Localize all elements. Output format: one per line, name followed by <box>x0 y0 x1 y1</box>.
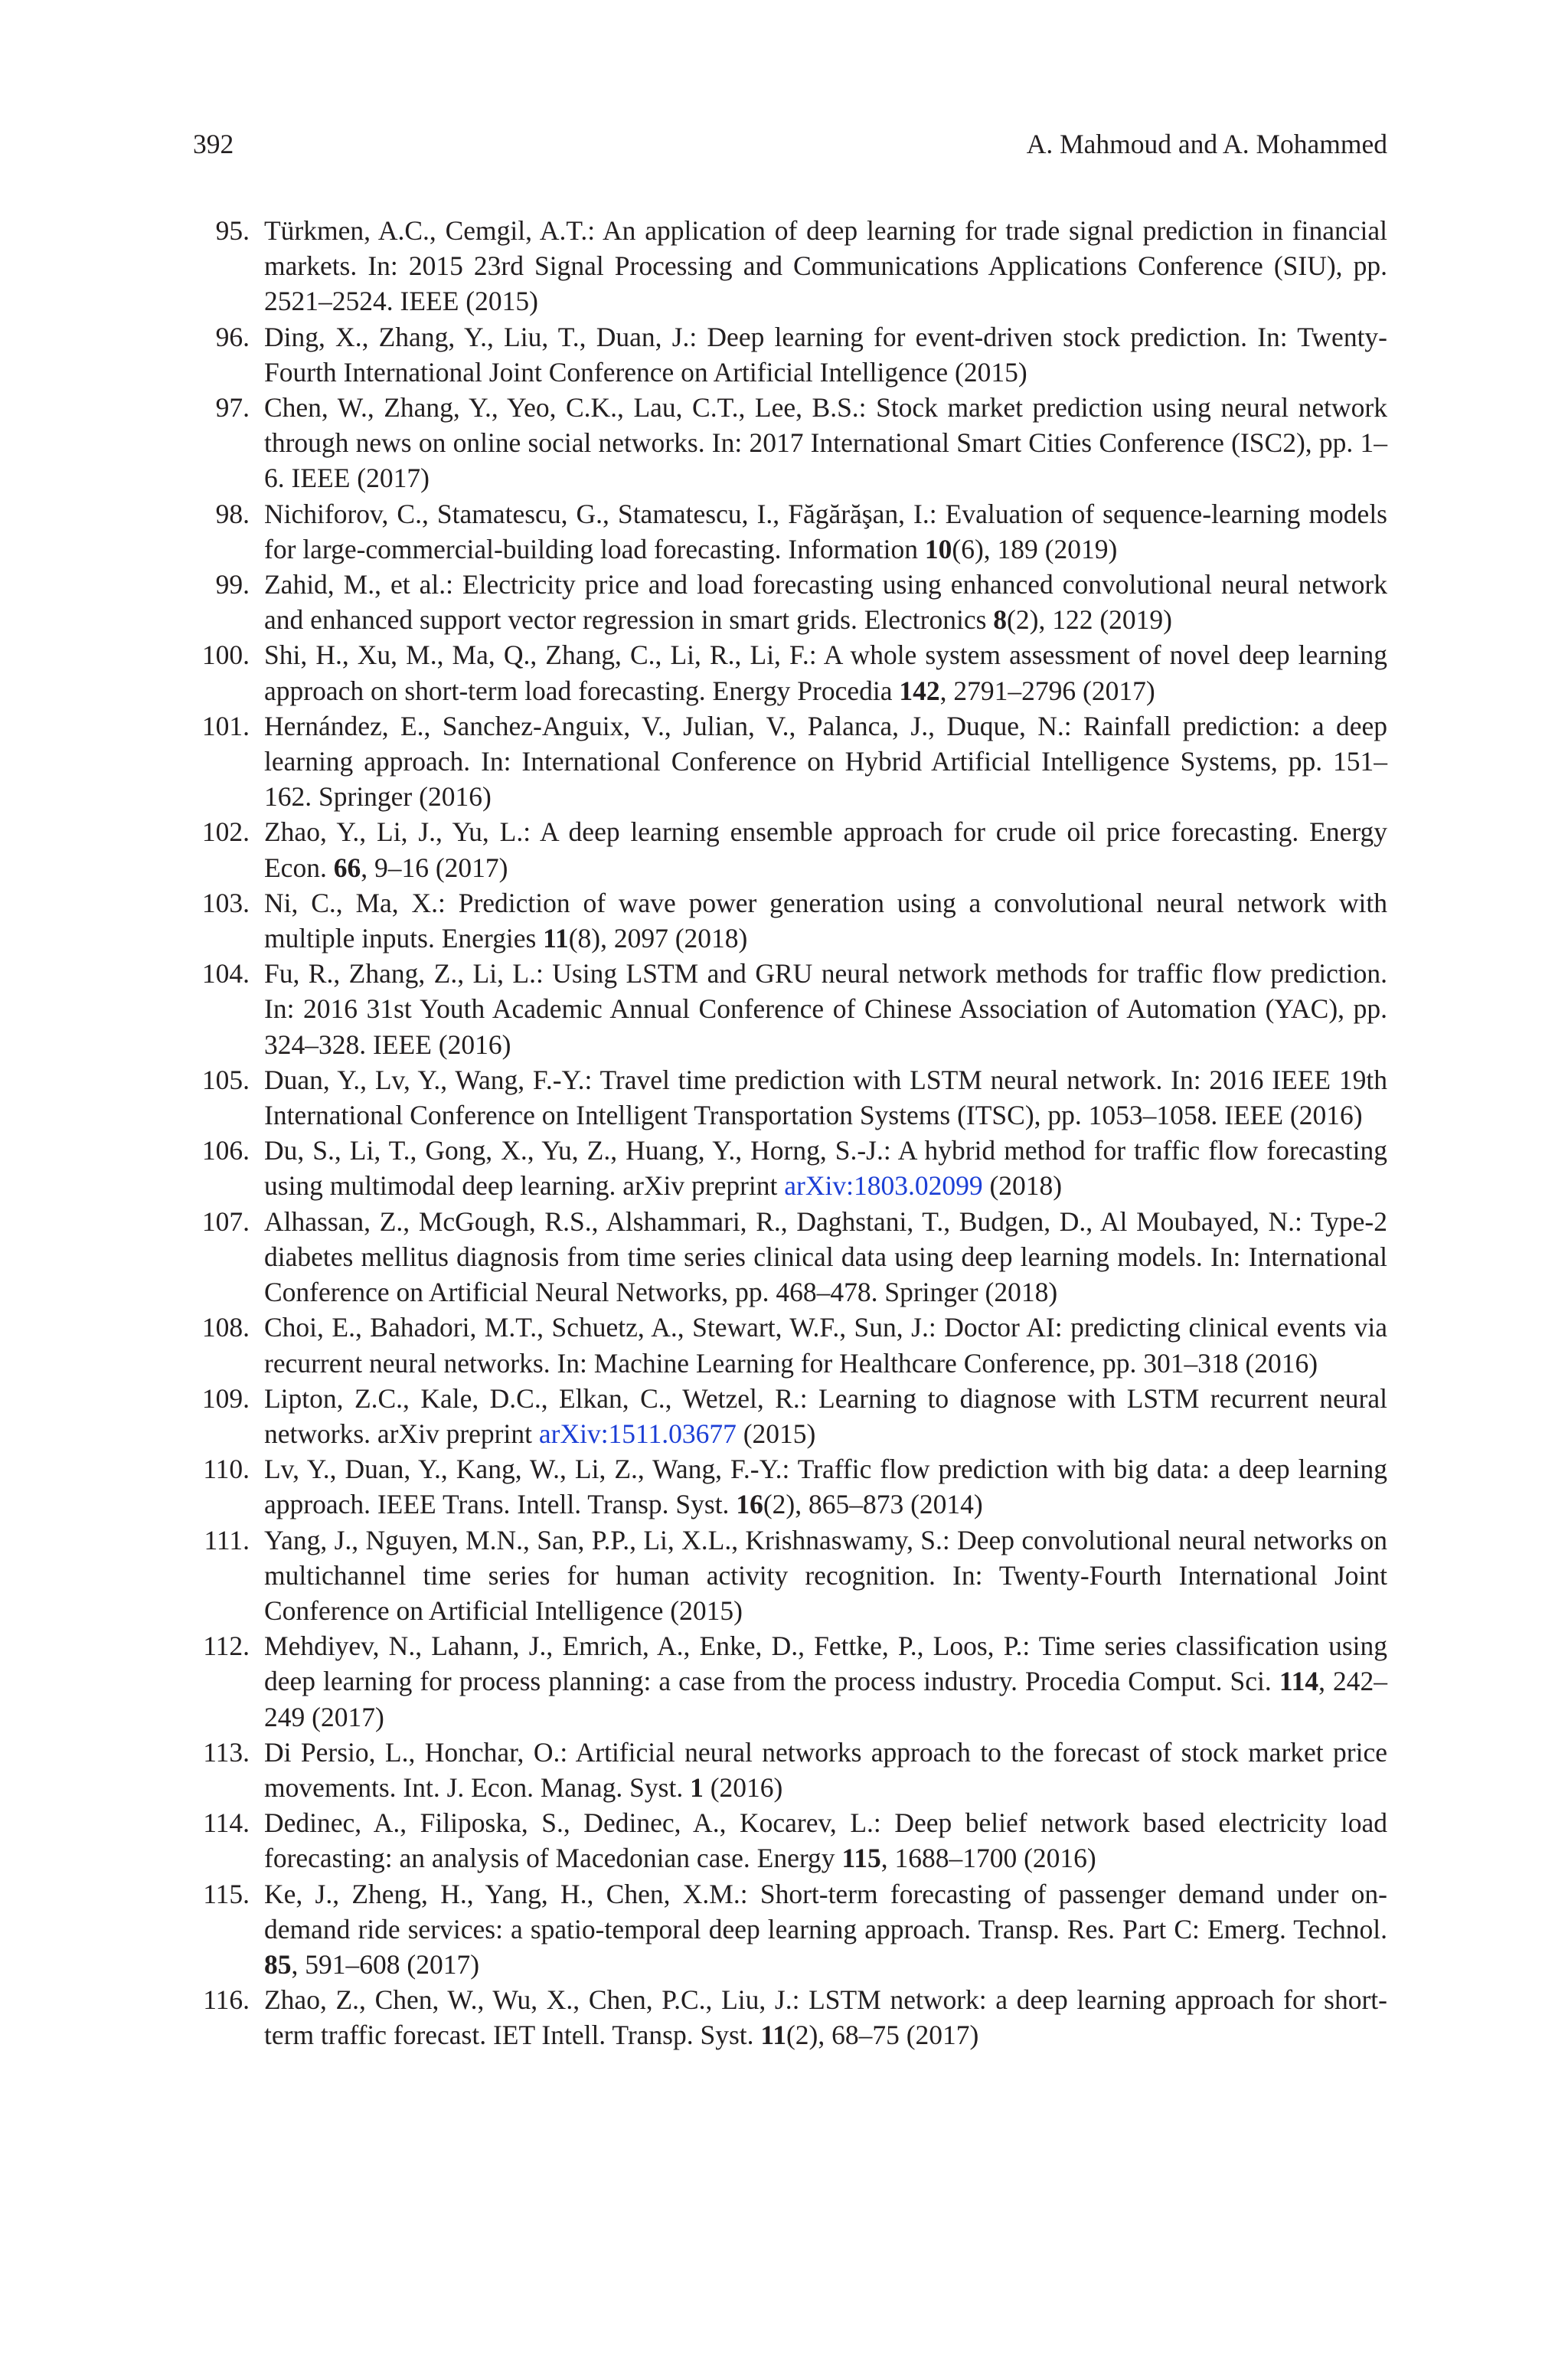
reference-text-segment: , 1688–1700 (2016) <box>880 1843 1096 1874</box>
reference-text-segment: Ke, J., Zheng, H., Yang, H., Chen, X.M.: Short-term forecasting of passenger demand under on-demand ride services: a spatio-temporal deep learning approach. Transp. Res. Part C: Emerg. Technol. <box>264 1878 1387 1945</box>
reference-text <box>264 1204 1387 1310</box>
reference-number: 95. <box>215 215 250 246</box>
reference-text <box>264 1381 1387 1451</box>
reference-number: 112. <box>203 1631 250 1662</box>
reference-number: 97. <box>215 392 250 424</box>
page-header <box>193 126 1387 162</box>
reference-text-segment: , 242–249 (2017) <box>264 1666 1387 1732</box>
reference-text-segment: , 591–608 (2017) <box>291 1948 480 1980</box>
reference-number: 96. <box>215 321 250 352</box>
reference-entry <box>193 1735 1387 1805</box>
reference-entry <box>193 1381 1387 1451</box>
volume-number: 8 <box>993 604 1008 636</box>
reference-text <box>264 319 1387 390</box>
reference-text-segment: Lv, Y., Duan, Y., Kang, W., Li, Z., Wang, F.-Y.: Traffic flow prediction with big data: a deep learning approach. IEEE Trans. Intell. Transp. Syst. <box>264 1454 1387 1520</box>
reference-text-segment: (2), 865–873 (2014) <box>763 1489 983 1520</box>
reference-text <box>264 1735 1387 1805</box>
volume-number: 11 <box>760 2020 786 2051</box>
volume-number: 85 <box>264 1948 292 1980</box>
reference-entry <box>193 1628 1387 1735</box>
reference-text-segment: Duan, Y., Lv, Y., Wang, F.-Y.: Travel time prediction with LSTM neural network. In: 2016 IEEE 19th International Conference on Intelligent Transportation Systems (ITSC), pp. 1053–1058. IEEE (2016) <box>264 1064 1387 1131</box>
reference-number: 111. <box>204 1524 250 1555</box>
reference-entry <box>193 496 1387 567</box>
reference-entry <box>193 885 1387 956</box>
page-number: 392 <box>193 129 234 159</box>
reference-text <box>264 390 1387 496</box>
reference-list <box>193 213 1387 2053</box>
reference-text-segment: Fu, R., Zhang, Z., Li, L.: Using LSTM and GRU neural network methods for traffic flow prediction. In: 2016 31st Youth Academic Annual Conference of Chinese Association of Automation (YAC), pp. 324–328. IEEE (2016) <box>264 958 1387 1060</box>
reference-number: 114. <box>203 1807 250 1839</box>
reference-entry <box>193 1133 1387 1203</box>
arxiv-link[interactable]: arXiv:1803.02099 <box>784 1170 983 1202</box>
reference-text <box>264 885 1387 956</box>
volume-number: 142 <box>899 675 940 706</box>
reference-text-segment: Zahid, M., et al.: Electricity price and load forecasting using enhanced convolutional neural network and enhanced support vector regression in smart grids. Electronics <box>264 569 1387 636</box>
reference-text-segment: (2018) <box>982 1170 1063 1202</box>
arxiv-link[interactable]: arXiv:1511.03677 <box>538 1418 737 1449</box>
reference-text <box>264 708 1387 815</box>
running-head: A. Mahmoud and A. Mohammed <box>1026 129 1387 159</box>
volume-number: 11 <box>543 923 569 954</box>
reference-text-segment: Türkmen, A.C., Cemgil, A.T.: An application of deep learning for trade signal prediction in financial markets. In: 2015 23rd Signal Processing and Communications Applications Conference (SIU), pp. 2521–2524. IEEE (2015) <box>264 215 1387 317</box>
reference-number: 101. <box>201 710 250 741</box>
reference-number: 99. <box>215 569 250 600</box>
reference-text-segment: Choi, E., Bahadori, M.T., Schuetz, A., Stewart, W.F., Sun, J.: Doctor AI: predicting clinical events via recurrent neural networks. In: Machine Learning for Healthcare Conference, pp. 301–318 (2016) <box>264 1312 1387 1379</box>
reference-number: 98. <box>215 498 250 529</box>
reference-text-segment: Hernández, E., Sanchez-Anguix, V., Julian, V., Palanca, J., Duque, N.: Rainfall prediction: a deep learning approach. In: International Conference on Hybrid Artificial Intelligence Systems, pp. 151–162. Springer (2016) <box>264 710 1387 813</box>
reference-text <box>264 637 1387 708</box>
reference-number: 113. <box>203 1736 250 1768</box>
reference-number: 116. <box>203 1984 250 2016</box>
reference-number: 106. <box>201 1135 250 1166</box>
reference-number: 107. <box>201 1205 250 1237</box>
reference-text <box>264 956 1387 1062</box>
reference-entry <box>193 1310 1387 1380</box>
reference-entry <box>193 814 1387 885</box>
reference-text-segment: Nichiforov, C., Stamatescu, G., Stamatescu, I., Făgărăşan, I.: Evaluation of sequence-learning models for large-commercial-building load forecasting. Information <box>264 498 1387 564</box>
reference-text-segment: , 2791–2796 (2017) <box>939 675 1155 706</box>
reference-text-segment: Di Persio, L., Honchar, O.: Artificial neural networks approach to the forecast of stock market price movements. Int. J. Econ. Manag. Syst. <box>264 1736 1387 1803</box>
reference-text-segment: Chen, W., Zhang, Y., Yeo, C.K., Lau, C.T., Lee, B.S.: Stock market prediction using neural network through news on online social networks. In: 2017 International Smart Cities Conference (ISC2), pp. 1–6. IEEE (2017) <box>264 392 1387 494</box>
reference-entry <box>193 1451 1387 1522</box>
reference-text-segment: (6), 189 (2019) <box>952 533 1118 564</box>
reference-entry <box>193 956 1387 1062</box>
reference-entry <box>193 708 1387 815</box>
reference-text-segment: (2), 122 (2019) <box>1007 604 1172 636</box>
reference-text-segment: Ding, X., Zhang, Y., Liu, T., Duan, J.: Deep learning for event-driven stock prediction. In: Twenty-Fourth International Joint Conference on Artificial Intelligence (2015) <box>264 321 1387 388</box>
reference-number: 115. <box>203 1878 250 1909</box>
reference-text-segment: Ni, C., Ma, X.: Prediction of wave power generation using a convolutional neural network with multiple inputs. Energies <box>264 887 1387 954</box>
reference-entry <box>193 1523 1387 1629</box>
reference-entry <box>193 213 1387 319</box>
reference-text-segment: , 9–16 (2017) <box>361 852 508 883</box>
volume-number: 16 <box>736 1489 763 1520</box>
reference-text-segment: Mehdiyev, N., Lahann, J., Emrich, A., Enke, D., Fettke, P., Loos, P.: Time series classification using deep learning for process planning: a case from the process industry. Procedia Comput. Sci. <box>264 1631 1387 1697</box>
reference-entry <box>193 319 1387 390</box>
reference-text-segment: (2016) <box>703 1771 783 1803</box>
reference-number: 110. <box>203 1454 250 1485</box>
reference-entry <box>193 1982 1387 2053</box>
reference-text <box>264 1523 1387 1629</box>
reference-text <box>264 1628 1387 1735</box>
reference-entry <box>193 637 1387 708</box>
reference-entry <box>193 390 1387 496</box>
reference-text-segment: Dedinec, A., Filiposka, S., Dedinec, A., Kocarev, L.: Deep belief network based electricity load forecasting: an analysis of Macedonian case. Energy <box>264 1807 1387 1874</box>
reference-text-segment: Shi, H., Xu, M., Ma, Q., Zhang, C., Li, R., Li, F.: A whole system assessment of novel deep learning approach on short-term load forecasting. Energy Procedia <box>264 639 1387 706</box>
reference-text <box>264 1876 1387 1983</box>
reference-text-segment: Alhassan, Z., McGough, R.S., Alshammari, R., Daghstani, T., Budgen, D., Al Moubayed, N.: Type-2 diabetes mellitus diagnosis from time series clinical data using deep learning models. In: International Conference on Artificial Neural Networks, pp. 468–478. Springer (2018) <box>264 1205 1387 1308</box>
volume-number: 1 <box>690 1771 704 1803</box>
reference-text-segment: Yang, J., Nguyen, M.N., San, P.P., Li, X.L., Krishnaswamy, S.: Deep convolutional neural networks on multichannel time series for human activity recognition. In: Twenty-Fourth International Joint Conference on Artificial Intelligence (2015) <box>264 1524 1387 1626</box>
reference-entry <box>193 567 1387 637</box>
volume-number: 114 <box>1279 1666 1319 1697</box>
reference-entry <box>193 1204 1387 1310</box>
volume-number: 66 <box>333 852 361 883</box>
reference-number: 102. <box>201 816 250 848</box>
reference-text <box>264 1133 1387 1203</box>
reference-text-segment: (2015) <box>736 1418 816 1449</box>
reference-number: 100. <box>201 639 250 671</box>
reference-entry <box>193 1062 1387 1133</box>
reference-text <box>264 1310 1387 1380</box>
reference-text-segment: Du, S., Li, T., Gong, X., Yu, Z., Huang, Y., Horng, S.-J.: A hybrid method for traffic flow forecasting using multimodal deep learning. arXiv preprint <box>264 1135 1387 1202</box>
reference-text <box>264 1982 1387 2053</box>
reference-text <box>264 496 1387 567</box>
reference-text <box>264 814 1387 885</box>
reference-text <box>264 1451 1387 1522</box>
reference-text <box>264 1062 1387 1133</box>
reference-text-segment: (2), 68–75 (2017) <box>786 2020 979 2051</box>
reference-text-segment: Zhao, Y., Li, J., Yu, L.: A deep learning ensemble approach for crude oil price forecasting. Energy Econ. <box>264 816 1387 883</box>
reference-text-segment: Lipton, Z.C., Kale, D.C., Elkan, C., Wetzel, R.: Learning to diagnose with LSTM recurrent neural networks. arXiv preprint <box>264 1382 1387 1449</box>
volume-number: 115 <box>841 1843 881 1874</box>
reference-text <box>264 567 1387 637</box>
reference-text <box>264 1805 1387 1876</box>
reference-number: 104. <box>201 958 250 989</box>
reference-entry <box>193 1876 1387 1983</box>
reference-number: 108. <box>201 1312 250 1343</box>
reference-text-segment: Zhao, Z., Chen, W., Wu, X., Chen, P.C., Liu, J.: LSTM network: a deep learning approach for short-term traffic forecast. IET Intell. Transp. Syst. <box>264 1984 1387 2051</box>
volume-number: 10 <box>924 533 952 564</box>
reference-text <box>264 213 1387 319</box>
reference-text-segment: (8), 2097 (2018) <box>568 923 748 954</box>
reference-number: 109. <box>201 1382 250 1414</box>
reference-entry <box>193 1805 1387 1876</box>
reference-number: 105. <box>201 1064 250 1095</box>
reference-number: 103. <box>201 887 250 918</box>
